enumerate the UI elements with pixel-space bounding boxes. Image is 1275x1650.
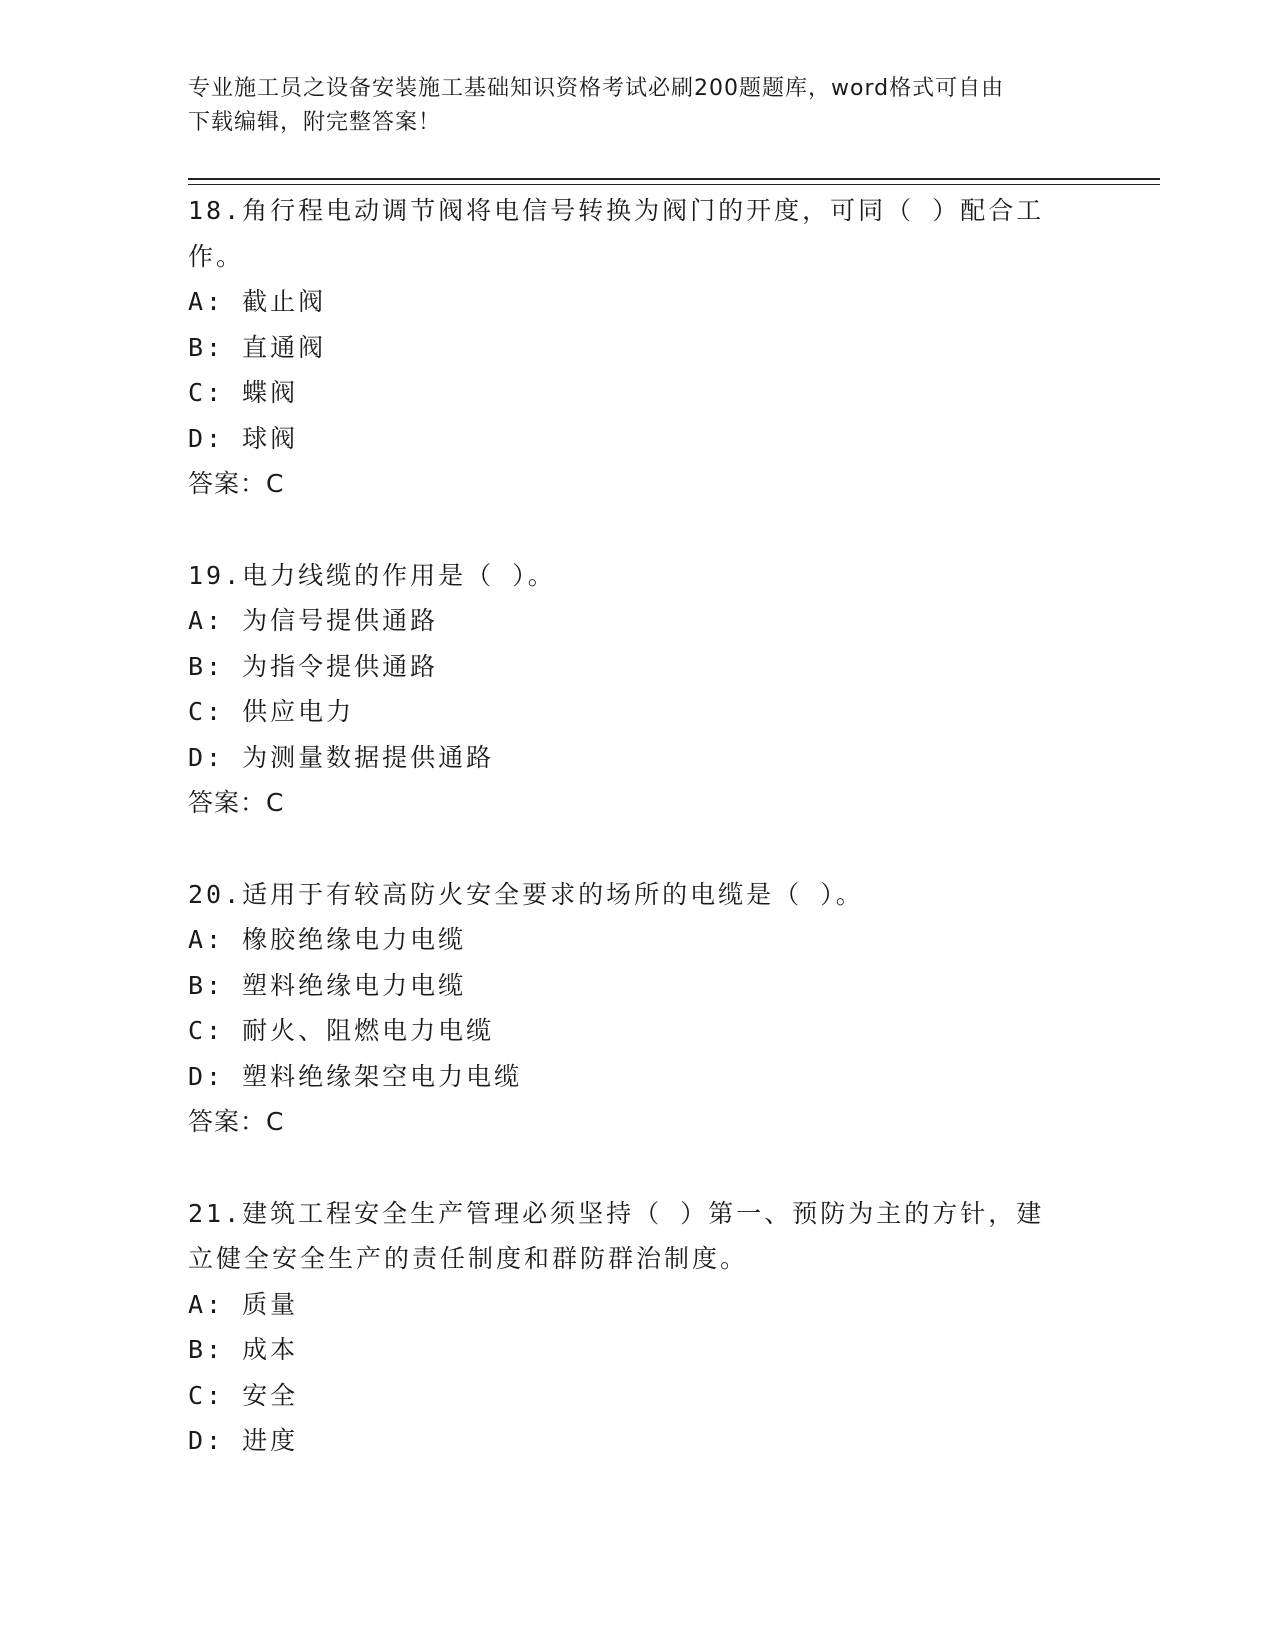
answer-line: 答案：C xyxy=(188,1107,285,1136)
answer-line: 答案：C xyxy=(188,788,285,817)
question-stem-continued: 作。 xyxy=(188,241,245,271)
option-c: C: 供应电力 xyxy=(188,697,355,726)
option-d: D: 球阀 xyxy=(188,423,299,453)
question-20 xyxy=(188,872,1068,1145)
spacer xyxy=(188,507,1068,553)
option-a: A: 为信号提供通路 xyxy=(188,606,439,635)
answer-line: 答案：C xyxy=(188,469,285,498)
question-stem-continued: 立健全安全生产的责任制度和群防群治制度。 xyxy=(188,1244,749,1273)
header-divider-thick xyxy=(188,178,1160,180)
option-d: D: 进度 xyxy=(188,1426,299,1455)
question-18 xyxy=(188,188,1068,507)
header-line-1: 专业施工员之设备安装施工基础知识资格考试必刷200题题库，word格式可自由 xyxy=(188,76,1005,101)
question-19 xyxy=(188,553,1068,826)
option-c: C: 安全 xyxy=(188,1380,299,1410)
question-stem: 20.适用于有较高防火安全要求的场所的电缆是（ ）。 xyxy=(188,879,864,909)
header-line-2: 下载编辑，附完整答案！ xyxy=(188,110,442,135)
question-list xyxy=(188,188,1068,1464)
option-c: C: 耐火、阻燃电力电缆 xyxy=(188,1016,495,1045)
header-divider-thin xyxy=(188,184,1160,185)
option-a: A: 截止阀 xyxy=(188,287,327,316)
spacer xyxy=(188,1145,1068,1191)
option-b: B: 塑料绝缘电力电缆 xyxy=(188,970,467,1000)
option-d: D: 塑料绝缘架空电力电缆 xyxy=(188,1061,523,1091)
question-21 xyxy=(188,1191,1068,1464)
option-b: B: 为指令提供通路 xyxy=(188,651,439,681)
question-stem: 18.角行程电动调节阀将电信号转换为阀门的开度，可同（ ）配合工 xyxy=(188,196,1045,225)
option-a: A: 质量 xyxy=(188,1289,299,1319)
option-b: B: 成本 xyxy=(188,1335,299,1364)
spacer xyxy=(188,826,1068,872)
question-stem: 21.建筑工程安全生产管理必须坚持（ ）第一、预防为主的方针，建 xyxy=(188,1198,1045,1228)
option-c: C: 蝶阀 xyxy=(188,378,299,407)
option-d: D: 为测量数据提供通路 xyxy=(188,742,495,772)
question-stem: 19.电力线缆的作用是（ ）。 xyxy=(188,560,556,590)
option-a: A: 橡胶绝缘电力电缆 xyxy=(188,925,467,954)
option-b: B: 直通阀 xyxy=(188,332,327,362)
document-header xyxy=(188,72,1068,140)
